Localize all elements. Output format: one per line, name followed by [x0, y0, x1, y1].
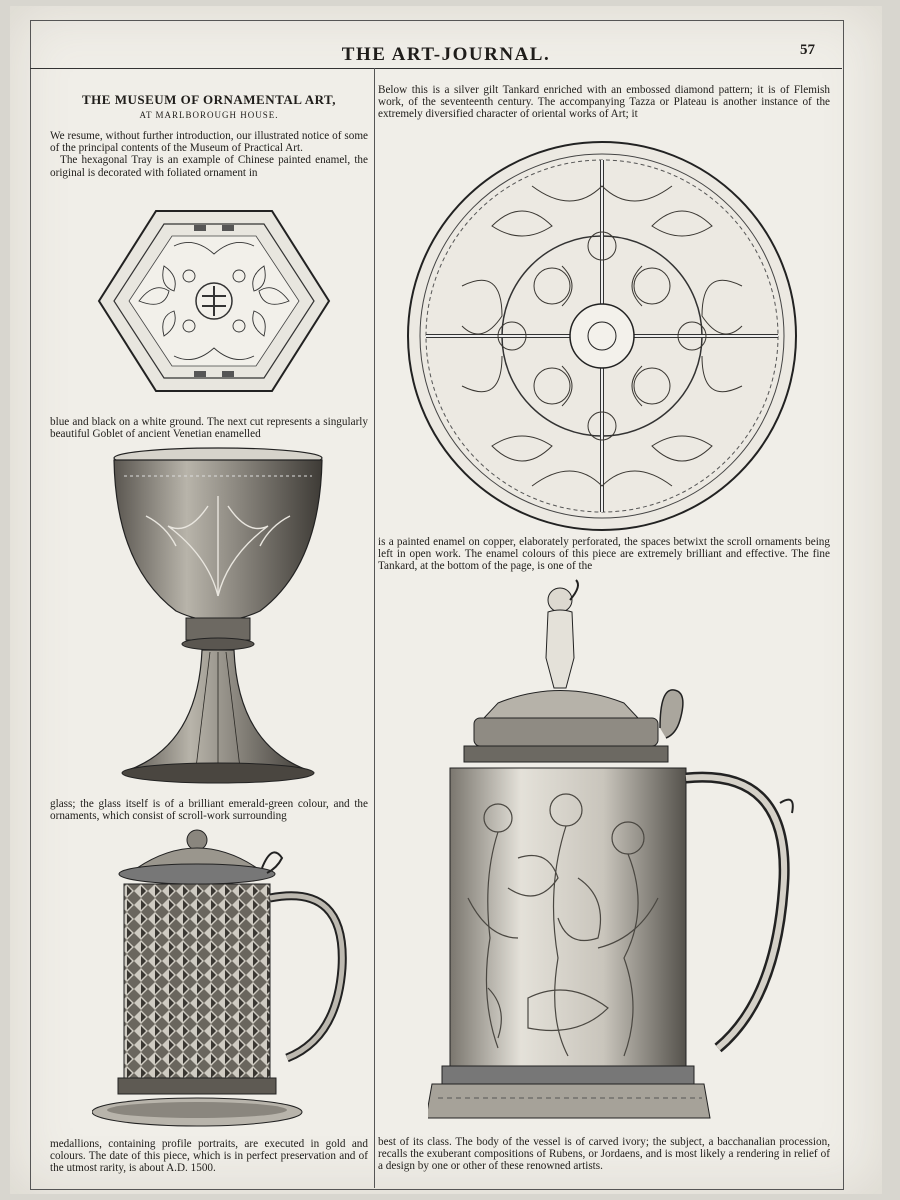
header-rule	[30, 68, 842, 69]
goblet-intro-paragraph: blue and black on a white ground. The next cut represents a singularly beautiful Goblet of ancient Venetian enamelled	[50, 416, 368, 441]
enamel-plateau-illustration	[402, 136, 802, 536]
intro-paragraph	[50, 130, 368, 179]
tankard-plateau-paragraph: Below this is a silver gilt Tankard enriched with an embossed diamond pattern; it is of Flemish work, of the seventeenth century. The accompanying Tazza or Plateau is another instance of the extremely diversified character of oriental works of Art; it	[378, 84, 830, 121]
goblet-date-paragraph: medallions, containing profile portraits, are executed in gold and colours. The date of this piece, which is in perfect preservation and of the utmost rarity, is about A.D. 1500.	[50, 1138, 368, 1175]
journal-page	[10, 6, 882, 1194]
page-number: 57	[800, 42, 815, 58]
venetian-goblet-illustration	[106, 446, 336, 791]
plateau-paragraph: is a painted enamel on copper, elaborately perforated, the spaces betwixt the scroll ornaments being left in open work. The enamel colours of this piece are extremely brilliant and effective. The fine Tankard, at the bottom of the page, is one of the	[378, 536, 830, 573]
ivory-tankard-illustration	[428, 578, 808, 1128]
goblet-paragraph: glass; the glass itself is of a brilliant emerald-green colour, and the ornaments, which consist of scroll-work surrounding	[50, 798, 368, 823]
article-title: THE MUSEUM OF ORNAMENTAL ART,	[82, 92, 336, 107]
flemish-tankard-illustration	[92, 828, 362, 1133]
column-divider	[374, 68, 375, 1188]
intro-text: We resume, without further introduction, our illustrated notice of some of the principal contents of the Museum of Practical Art.	[50, 130, 368, 155]
ivory-tankard-paragraph: best of its class. The body of the vessel is of carved ivory; the subject, a bacchanalian procession, recalls the exuberant compositions of Rubens, or Jordaens, and is most likely a rendering in relief of a design by one or other of these renowned artists.	[378, 1136, 830, 1173]
hexagonal-tray-illustration	[94, 206, 334, 396]
article-subtitle: AT MARLBOROUGH HOUSE.	[139, 110, 279, 120]
tray-text: The hexagonal Tray is an example of Chinese painted enamel, the original is decorated with foliated ornament in	[50, 154, 368, 179]
running-header: THE ART-JOURNAL.	[341, 44, 551, 65]
